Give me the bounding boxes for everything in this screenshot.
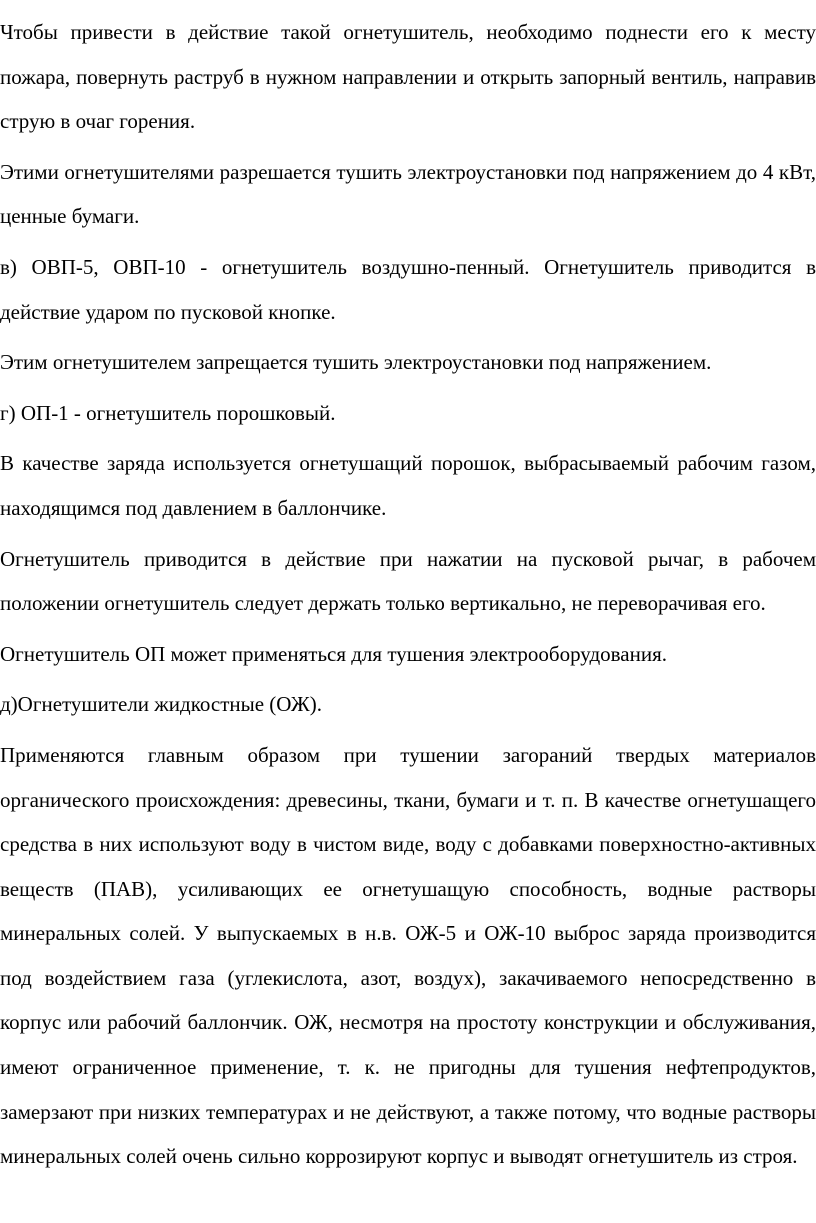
paragraph-op-charge: В качестве заряда используется огнетушащий порошок, выбрасываемый рабочим газом, находящимся под давлением в баллончике. bbox=[0, 451, 816, 520]
paragraph-op-operation: Огнетушитель приводится в действие при нажатии на пусковой рычаг, в рабочем положении огнетушитель следует держать только вертикально, не переворачивая его. bbox=[0, 546, 816, 616]
paragraph-op-application: Огнетушитель ОП может применяться для тушения электрооборудования. bbox=[0, 641, 668, 666]
paragraph-ovp-foam: в) ОВП-5, ОВП-10 - огнетушитель воздушно-пенный. Огнетушитель приводится в действие ударом по пусковой кнопке. bbox=[0, 254, 816, 324]
paragraph-extinguisher-operation: Чтобы привести в действие такой огнетушитель, необходимо поднести его к месту пожара, повернуть раструб в нужном направлении и открыть запорный вентиль, направив струю в очаг горения. bbox=[0, 20, 816, 134]
paragraph-permitted-use: Этими огнетушителями разрешается тушить электроустановки под напряжением до 4 кВт, ценные бумаги. bbox=[0, 159, 816, 229]
paragraph-ozh-description: Применяются главным образом при тушении загораний твердых материалов органического происхождения: древесины, ткани, бумаги и т. п. В качестве огнетушащего средства в них используют воду в чистом виде, воду с добавками поверхностно-активных веществ (ПАВ), усиливающих ее огнетушащую способность, водные растворы минеральных солей. У выпускаемых в н.в. ОЖ-5 и ОЖ-10 выброс заряда производится под воздействием газа (углекислота, азот, воздух), закачиваемого непосредственно в корпус или рабочий баллончик. ОЖ, несмотря на простоту конструкции и обслуживания, имеют ограниченное применение, т. к. не пригодны для тушения нефтепродуктов, замерзают при низких температурах и не действуют, а также потому, что водные растворы минеральных солей очень сильно коррозируют корпус и выводят огнетушитель из строя. bbox=[0, 742, 816, 1169]
paragraph-ozh-heading: д)Огнетушители жидкостные (ОЖ). bbox=[0, 692, 322, 717]
paragraph-ovp-prohibition: Этим огнетушителем запрещается тушить электроустановки под напряжением. bbox=[0, 350, 712, 375]
paragraph-op-powder-heading: г) ОП-1 - огнетушитель порошковый. bbox=[0, 400, 336, 425]
